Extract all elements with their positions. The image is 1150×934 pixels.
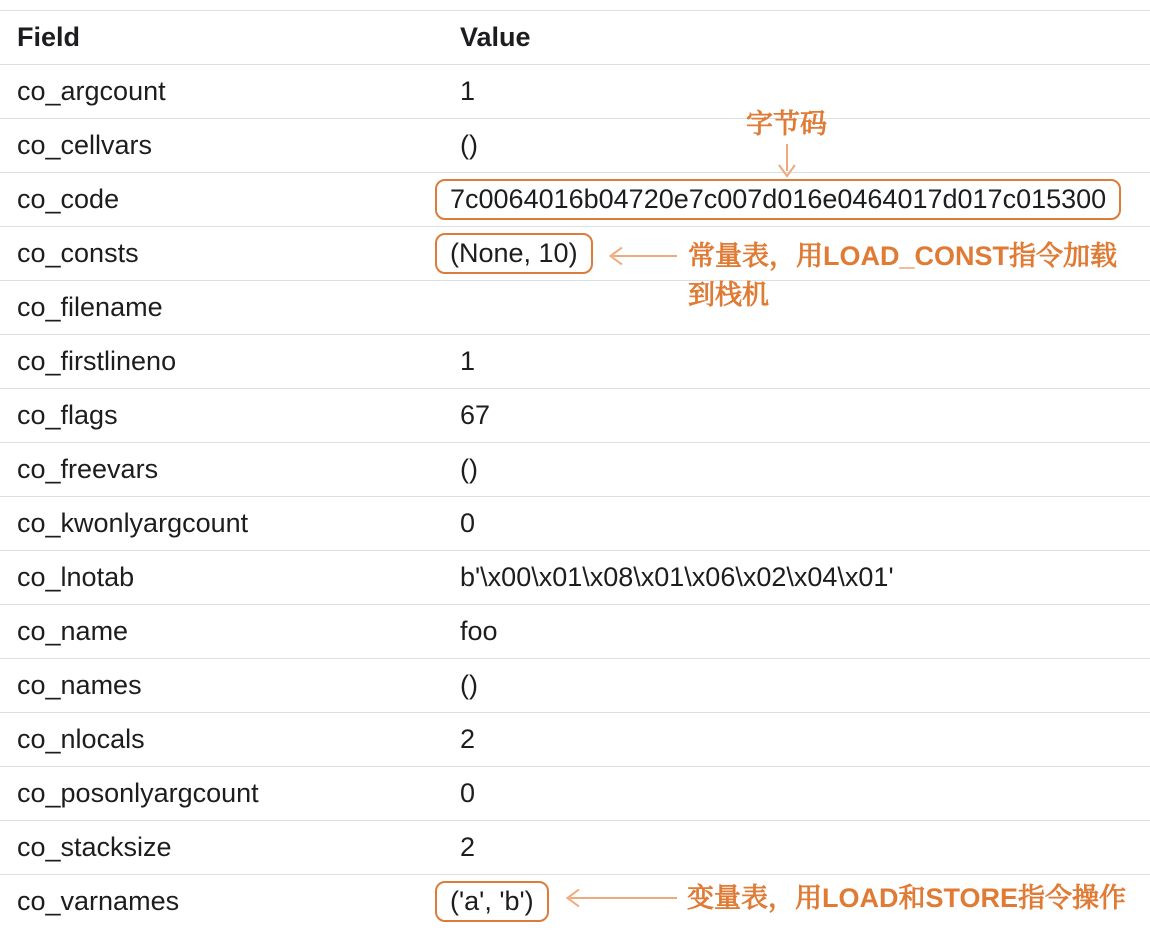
value-cell — [435, 562, 1150, 593]
field-value: 1 — [460, 76, 476, 106]
field-name: co_firstlineno — [17, 346, 177, 376]
value-cell — [435, 670, 1150, 701]
annotation-consts-label — [688, 237, 1117, 315]
table-row — [0, 550, 1150, 604]
field-name: co_flags — [17, 400, 118, 430]
field-value: ('a', 'b') — [435, 881, 549, 922]
table-header-row — [0, 10, 1150, 64]
value-cell — [435, 724, 1150, 755]
annotation-consts-line1: 常量表，用LOAD_CONST指令加载 — [688, 241, 1118, 271]
field-name: co_nlocals — [17, 724, 145, 754]
column-header-field: Field — [17, 22, 81, 52]
table-row — [0, 820, 1150, 874]
table-row — [0, 388, 1150, 442]
field-value: 0 — [460, 778, 476, 808]
field-value: () — [460, 670, 478, 700]
table-row — [0, 118, 1150, 172]
table-row — [0, 766, 1150, 820]
table-row — [0, 442, 1150, 496]
value-cell — [435, 832, 1150, 863]
table-row — [0, 658, 1150, 712]
field-value: foo — [460, 616, 498, 646]
field-name: co_name — [17, 616, 129, 646]
field-name: co_varnames — [17, 886, 180, 916]
field-value: 7c0064016b04720e7c007d016e0464017d017c015300 — [435, 179, 1121, 220]
annotation-varnames-label: 变量表，用LOAD和STORE指令操作 — [687, 883, 1127, 913]
value-cell — [435, 346, 1150, 377]
column-header-value-cell — [435, 22, 1150, 53]
code-object-table — [0, 10, 1150, 928]
value-cell — [435, 76, 1150, 107]
table-row — [0, 712, 1150, 766]
value-cell — [435, 179, 1150, 220]
field-name: co_kwonlyargcount — [17, 508, 249, 538]
table-row — [0, 334, 1150, 388]
field-value: b'\x00\x01\x08\x01\x06\x02\x04\x01' — [460, 562, 894, 592]
value-cell — [435, 616, 1150, 647]
field-name: co_code — [17, 184, 120, 214]
field-name: co_freevars — [17, 454, 159, 484]
value-cell — [435, 454, 1150, 485]
table-row — [0, 604, 1150, 658]
value-cell — [435, 778, 1150, 809]
field-name: co_filename — [17, 292, 163, 322]
field-name: co_cellvars — [17, 130, 153, 160]
field-name: co_argcount — [17, 76, 166, 106]
table-row — [0, 496, 1150, 550]
field-value: 2 — [460, 724, 476, 754]
table-row — [0, 172, 1150, 226]
field-name: co_stacksize — [17, 832, 172, 862]
column-header-value: Value — [460, 22, 531, 52]
table-row — [0, 64, 1150, 118]
field-name: co_names — [17, 670, 142, 700]
field-value: 67 — [460, 400, 491, 430]
field-value: (None, 10) — [435, 233, 593, 274]
annotation-bytecode-label: 字节码 — [746, 109, 827, 139]
annotation-consts-line2: 到栈机 — [688, 280, 769, 310]
field-name: co_consts — [17, 238, 139, 268]
field-value: 2 — [460, 832, 476, 862]
field-name: co_posonlyargcount — [17, 778, 259, 808]
table-body — [0, 64, 1150, 928]
field-value: 1 — [460, 346, 476, 376]
value-cell — [435, 400, 1150, 431]
field-name: co_lnotab — [17, 562, 135, 592]
value-cell — [435, 508, 1150, 539]
field-value: () — [460, 130, 478, 160]
field-value: 0 — [460, 508, 476, 538]
field-value: () — [460, 454, 478, 484]
